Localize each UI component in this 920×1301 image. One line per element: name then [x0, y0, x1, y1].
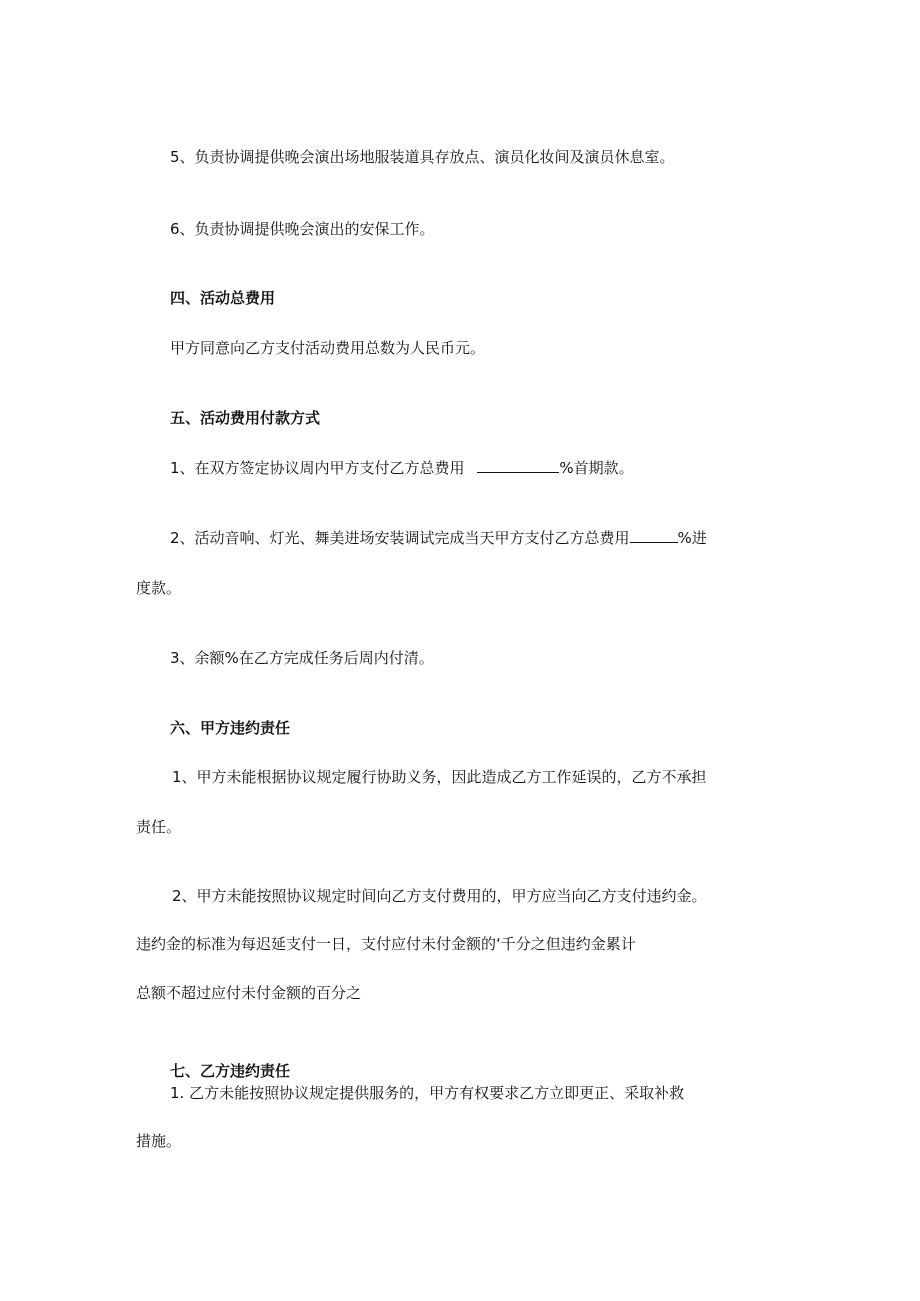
section5-item2-suffix: %进 — [677, 529, 707, 547]
section6-item2-continued: 违约金的标准为每迟延支付一日，支付应付未付金额的‘千分之但违约金累计 — [136, 935, 636, 953]
section6-heading: 六、甲方违约责任 — [170, 719, 291, 737]
section3-item6: 6、负责协调提供晚会演出的安保工作。 — [170, 220, 435, 238]
section7-heading: 七、乙方违约责任 — [170, 1062, 291, 1080]
section5-item1-suffix: %首期款。 — [559, 459, 634, 477]
section5-item2-continued: 度款。 — [136, 579, 182, 597]
section4-heading: 四、活动总费用 — [170, 289, 276, 307]
section5-item1-text: 1、在双方签定协议周内甲方支付乙方总费用 — [170, 459, 465, 477]
section5-item2 — [170, 528, 707, 548]
blank-line — [630, 528, 678, 543]
section6-item1: 1、甲方未能根据协议规定履行协助义务，因此造成乙方工作延误的，乙方不承担 — [172, 768, 707, 786]
section6-item2: 2、甲方未能按照协议规定时间向乙方支付费用的，甲方应当向乙方支付违约金。 — [172, 887, 707, 905]
section5-item1 — [170, 458, 634, 478]
section7-item1-continued: 措施。 — [136, 1132, 182, 1150]
section5-item3: 3、余额%在乙方完成任务后周内付清。 — [170, 649, 434, 667]
section7-item1: 1. 乙方未能按照协议规定提供服务的，甲方有权要求乙方立即更正、采取补救 — [170, 1084, 685, 1102]
section3-item5: 5、负责协调提供晚会演出场地服装道具存放点、演员化妆间及演员休息室。 — [170, 148, 675, 166]
section5-item2-text: 2、活动音响、灯光、舞美进场安装调试完成当天甲方支付乙方总费用 — [170, 529, 630, 547]
blank-line — [477, 458, 559, 473]
section5-heading: 五、活动费用付款方式 — [170, 409, 321, 427]
section6-item2-continued-2: 总额不超过应付未付金额的百分之 — [136, 984, 362, 1002]
section6-item1-continued: 责任。 — [136, 818, 182, 836]
section4-text: 甲方同意向乙方支付活动费用总数为人民币元。 — [170, 339, 486, 357]
